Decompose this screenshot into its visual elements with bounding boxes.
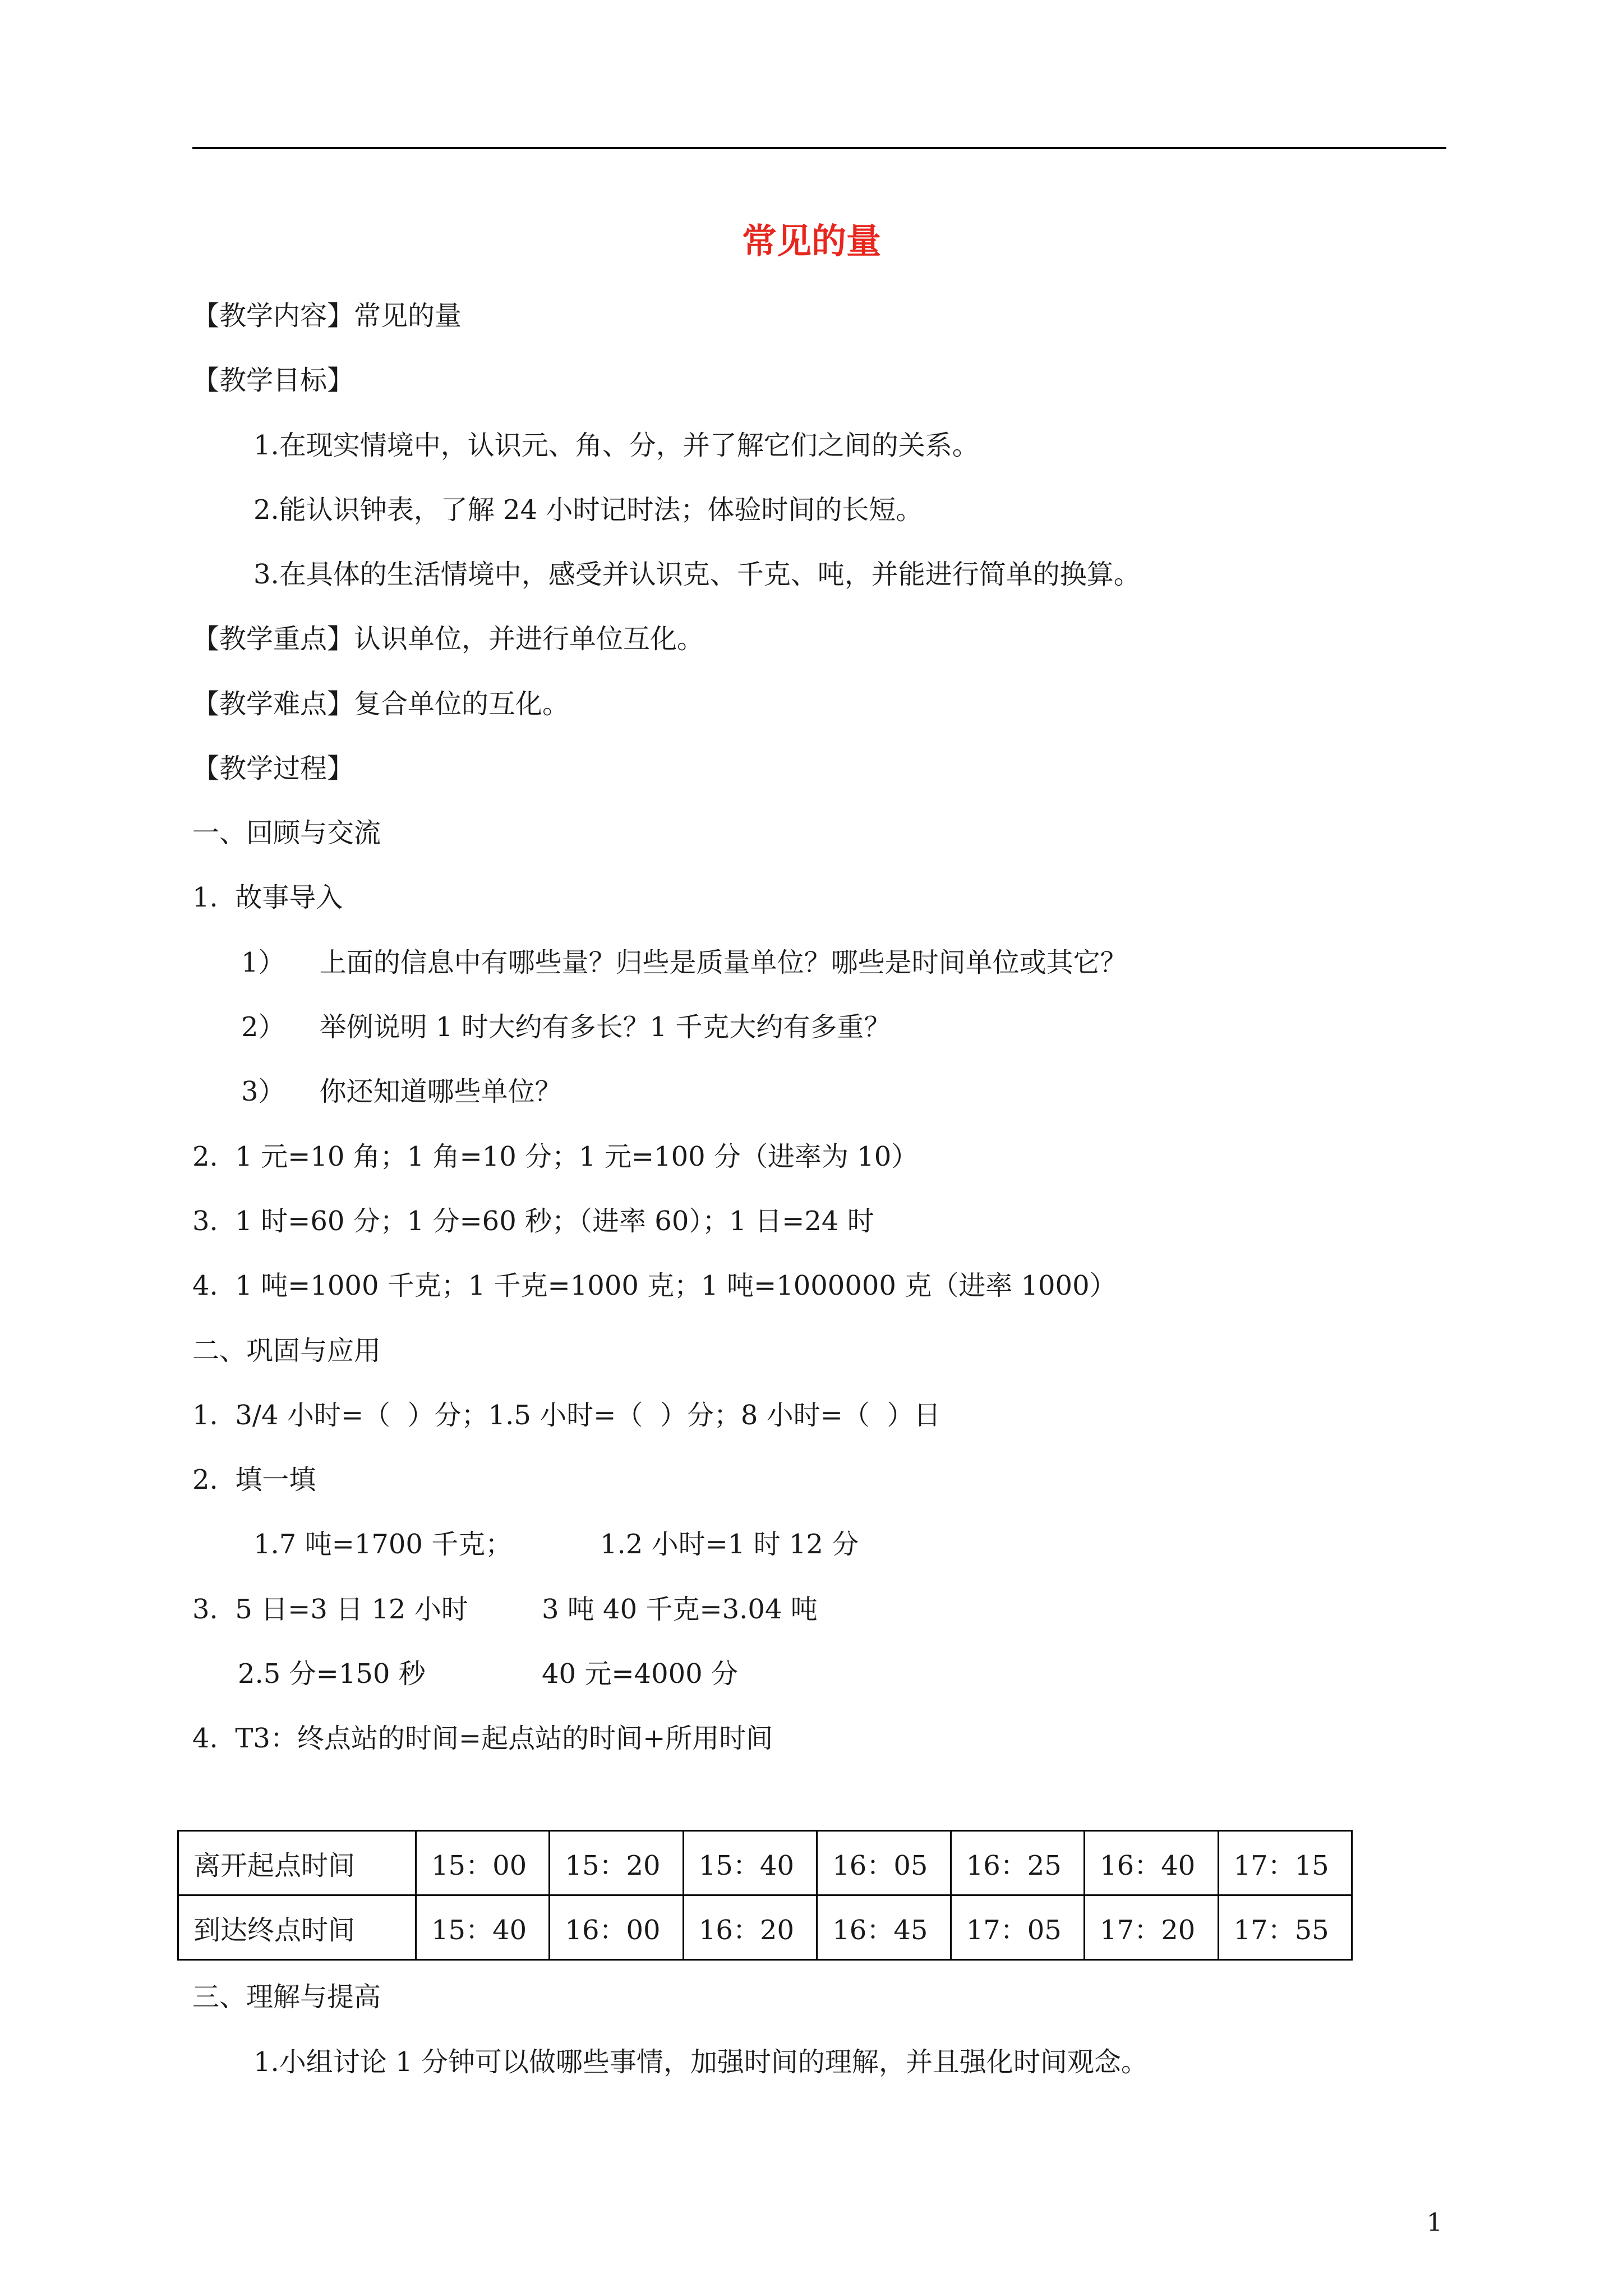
list-item: 2. 填一填 xyxy=(192,1464,316,1496)
row-label: 到达终点时间 xyxy=(178,1895,416,1960)
question-item-1: 1） 上面的信息中有哪些量？归些是质量单位？哪些是时间单位或其它？ xyxy=(241,947,1127,978)
table-cell: 17：20 xyxy=(1085,1895,1218,1960)
list-item: 3. 5 日=3 日 12 小时 xyxy=(192,1594,468,1625)
table-cell: 17：55 xyxy=(1218,1895,1352,1960)
fill-item-right: 3 吨 40 千克=3.04 吨 xyxy=(542,1594,818,1625)
table-cell: 16：40 xyxy=(1085,1831,1218,1895)
section-heading-understanding: 三、理解与提高 xyxy=(192,1981,381,2013)
fill-item-right: 1.2 小时=1 时 12 分 xyxy=(600,1529,859,1560)
list-item: 3. 1 时=60 分；1 分=60 秒；（进率 60）；1 日=24 时 xyxy=(192,1205,874,1237)
goal-item-2: 2.能认识钟表，了解 24 小时记时法；体验时间的长短。 xyxy=(253,494,923,526)
goal-item-1: 1.在现实情境中，认识元、角、分，并了解它们之间的关系。 xyxy=(253,430,979,461)
section-heading-review: 一、回顾与交流 xyxy=(192,817,381,849)
table-cell: 16：45 xyxy=(817,1895,951,1960)
teaching-difficulty: 【教学难点】复合单位的互化。 xyxy=(192,688,570,720)
table-row xyxy=(178,1831,1352,1895)
header-rule xyxy=(192,147,1446,149)
teaching-process-heading: 【教学过程】 xyxy=(192,753,354,784)
table-cell: 15：20 xyxy=(550,1831,683,1895)
list-item: 4. T3：终点站的时间=起点站的时间+所用时间 xyxy=(192,1723,773,1754)
teaching-content: 【教学内容】常见的量 xyxy=(192,300,462,332)
teaching-goals-heading: 【教学目标】 xyxy=(192,365,354,396)
table-cell: 17：15 xyxy=(1218,1831,1352,1895)
table-cell: 16：00 xyxy=(550,1895,683,1960)
schedule-table xyxy=(177,1830,1353,1961)
section-heading-practice: 二、巩固与应用 xyxy=(192,1335,381,1366)
list-item: 4. 1 吨=1000 千克；1 千克=1000 克；1 吨=1000000 克（进率 1000） xyxy=(192,1270,1117,1301)
question-item-2: 2） 举例说明 1 时大约有多长？1 千克大约有多重？ xyxy=(241,1011,891,1043)
teaching-key-point: 【教学重点】认识单位，并进行单位互化。 xyxy=(192,623,704,655)
table-cell: 15：40 xyxy=(683,1831,817,1895)
list-item: 1. 故事导入 xyxy=(192,882,343,913)
list-item: 1. 3/4 小时=（ ）分；1.5 小时=（ ）分；8 小时=（ ）日 xyxy=(192,1400,941,1431)
page-title: 常见的量 xyxy=(741,220,881,261)
table-cell: 16：20 xyxy=(683,1895,817,1960)
question-item-3: 3） 你还知道哪些单位？ xyxy=(241,1076,562,1107)
fill-item-left: 2.5 分=150 秒 xyxy=(238,1658,426,1690)
page-number: 1 xyxy=(1427,2208,1442,2237)
table-cell: 16：05 xyxy=(817,1831,951,1895)
table-row xyxy=(178,1895,1352,1960)
goal-item-3: 3.在具体的生活情境中，感受并认识克、千克、吨，并能进行简单的换算。 xyxy=(253,559,1141,590)
list-item: 2. 1 元=10 角；1 角=10 分；1 元=100 分（进率为 10） xyxy=(192,1141,919,1172)
row-label: 离开起点时间 xyxy=(178,1831,416,1895)
table-cell: 15：40 xyxy=(416,1895,550,1960)
fill-item-left: 1.7 吨=1700 千克； xyxy=(253,1529,513,1560)
fill-item-right: 40 元=4000 分 xyxy=(542,1658,738,1690)
discussion-item: 1.小组讨论 1 分钟可以做哪些事情，加强时间的理解，并且强化时间观念。 xyxy=(253,2046,1148,2078)
table-cell: 16：25 xyxy=(951,1831,1084,1895)
table-cell: 15：00 xyxy=(416,1831,550,1895)
table-cell: 17：05 xyxy=(951,1895,1084,1960)
